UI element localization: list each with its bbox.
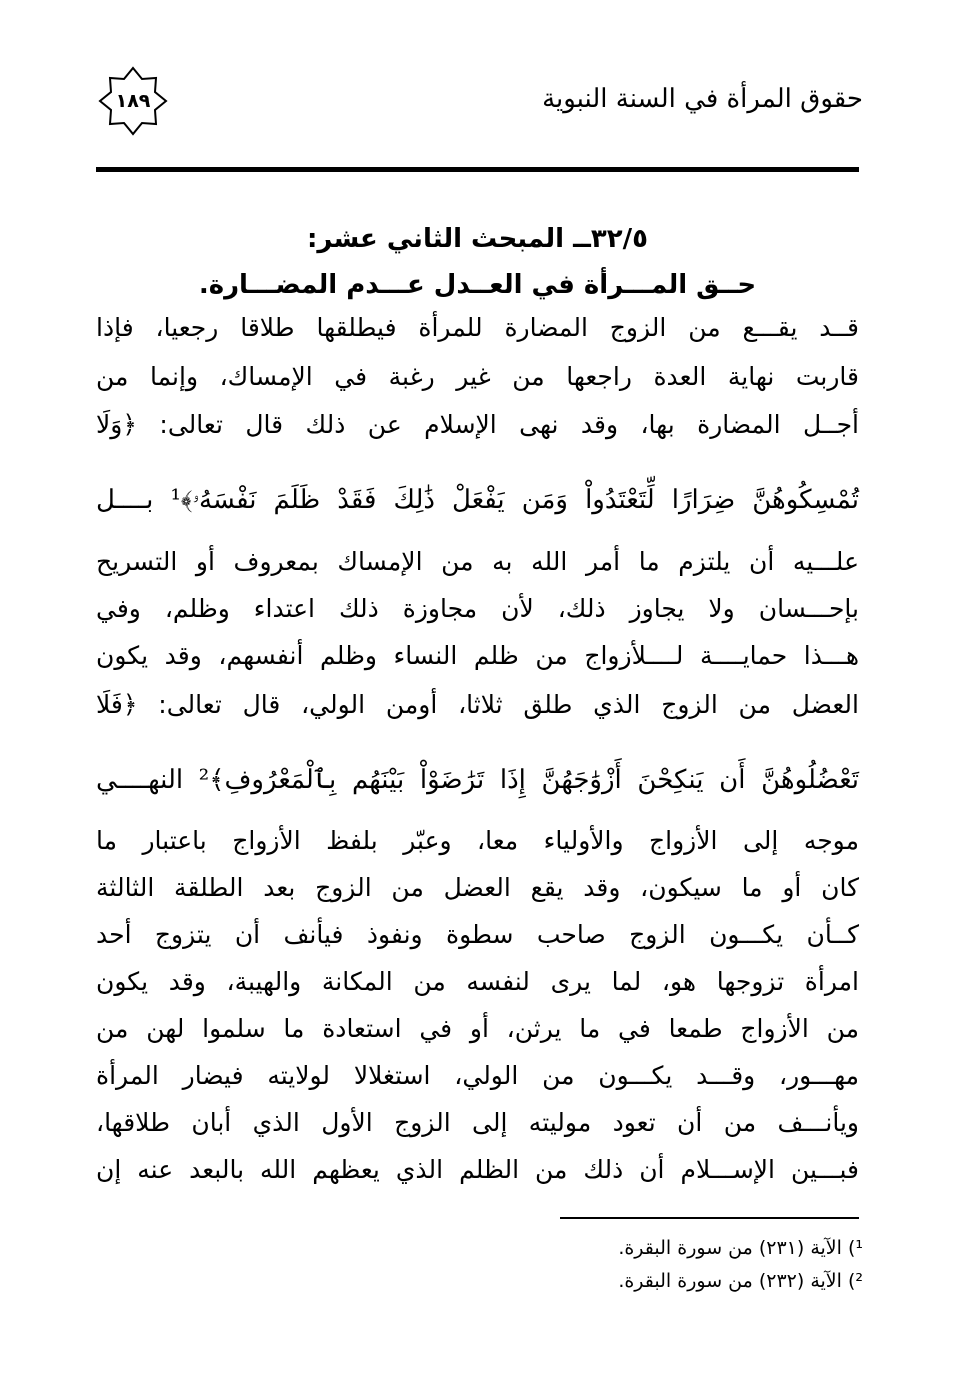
body-line: هـــذا حمايــــة لــــلأزواج من ظلم النساء وظلم أنفسهم، وقد يكون [96,641,859,670]
page-number-badge [94,62,172,140]
quran-verse-line: تُمْسِكُوهُنَّ ضِرَارًا لِّتَعْتَدُواْ وَمَن يَفْعَلْ ذَٰلِكَ فَقَدْ ظَلَمَ نَفْسَهُۥ﴾¹ بــــل [96,485,859,515]
body-line: من الأزواج طمعا في ما يرثن، أو في استعادة ما سلموا لهن من [96,1014,859,1043]
body-line: العضل من الزوج الذي طلق ثلاثا، أومن الولي، قال تعالى: ﴿فَلَا [96,690,859,719]
footnote: ¹) الآية (٢٣١) من سورة البقرة. [618,1237,863,1259]
footnote: ²) الآية (٢٣٢) من سورة البقرة. [618,1270,863,1292]
section-subheading: حــق المـــرأة في العــدل عـــدم المضـــارة. [198,270,757,300]
body-line: قــد يقـــع من الزوج المضارة للمرأة فيطلقها طلاقا رجعيا، فإذا [96,313,859,342]
body-line: موجه إلى الأزواج والأولياء معا، وعبّر بلفظ الأزواج باعتبار ما [96,826,859,855]
body-line: ويأنـــف من أن تعود موليته إلى الزوج الأول الذي أبان طلاقها، [96,1108,859,1137]
body-line: كــأن يكـــون الزوج صاحب سطوة ونفوذ فيأنف أن يتزوج أحد [96,920,859,949]
body-line: كان أو ما سيكون، وقد يقع العضل من الزوج بعد الطلقة الثالثة [96,873,859,902]
footnote-separator [560,1217,859,1219]
body-line: أجــل المضارة بها، وقد نهى الإسلام عن ذلك قال تعالى: ﴿وَلَا [96,410,859,439]
header-rule [96,167,859,172]
body-line: علـــيه أن يلتزم ما أمر الله به من الإمساك بمعروف أو التسريح [96,547,859,576]
body-line: فبـــين الإســـلام أن ذلك من الظلم الذي يعظهم الله بالبعد عنه إن [96,1155,859,1184]
section-heading: ٣٢/٥ــ المبحث الثاني عشر: [307,224,648,254]
body-line: بإحـــسان ولا يجاوز ذلك، لأن مجاوزة ذلك اعتداء وظلم، وفي [96,594,859,623]
body-line: مهـــور، وقـــد يكـــون من الولي، استغلالا لولايته فيضار المرأة [96,1061,859,1090]
body-line: امرأة تزوجها هو، لما يرى لنفسه من المكانة والهيبة، وقد يكون [96,967,859,996]
body-line: قاربت نهاية العدة راجعها من غير رغبة في الإمساك، وإنما من [96,362,859,391]
page-number: ١٨٩ [115,90,151,112]
quran-verse-line: تَعْضُلُوهُنَّ أَن يَنكِحْنَ أَزْوَٰجَهُنَّ إِذَا تَرَٰضَوْاْ بَيْنَهُم بِٱلْمَعْرُوفِ﴾² النهــــي [96,765,859,795]
running-header-title: حقوق المرأة في السنة النبوية [542,84,863,114]
